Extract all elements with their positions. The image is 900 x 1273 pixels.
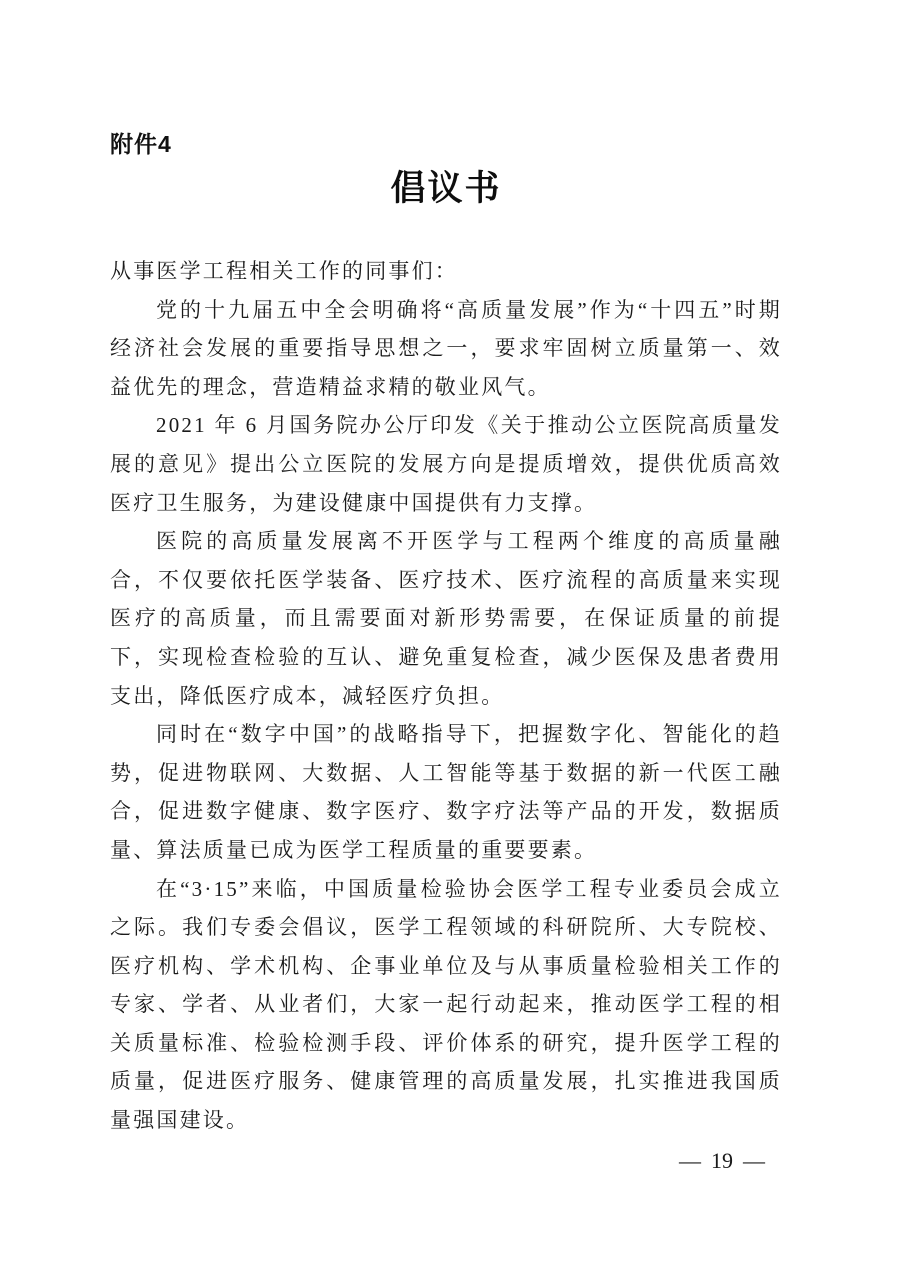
body-paragraph: 在“3·15”来临，中国质量检验协会医学工程专业委员会成立之际。我们专委会倡议，医学工程领域的科研院所、大专院校、医疗机构、学术机构、企事业单位及与从事质量检验相关工作的专家、学者、从业者们，大家一起行动起来，推动医学工程的相关质量标准、检验检测手段、评价体系的研究，提升医学工程的质量，促进医疗服务、健康管理的高质量发展，扎实推进我国质量强国建设。: [110, 876, 782, 1133]
footer-page-number: 19: [711, 1148, 733, 1173]
page-number-footer: [679, 1148, 765, 1174]
body-paragraph: 党的十九届五中全会明确将“高质量发展”作为“十四五”时期经济社会发展的重要指导思想之一，要求牢固树立质量第一、效益优先的理念，营造精益求精的敬业风气。: [110, 297, 782, 399]
attachment-label: 附件4: [110, 131, 172, 157]
footer-left-dash: —: [679, 1148, 701, 1173]
salutation-line: 从事医学工程相关工作的同事们：: [110, 259, 458, 283]
document-body: [110, 252, 782, 1140]
body-paragraph: 同时在“数字中国”的战略指导下，把握数字化、智能化的趋势，促进物联网、大数据、人工智能等基于数据的新一代医工融合，促进数字健康、数字医疗、数字疗法等产品的开发，数据质量、算法质量已成为医学工程质量的重要要素。: [110, 722, 782, 862]
body-paragraph: 2021 年 6 月国务院办公厅印发《关于推动公立医院高质量发展的意见》提出公立医院的发展方向是提质增效，提供优质高效医疗卫生服务，为建设健康中国提供有力支撑。: [110, 413, 782, 515]
body-paragraph: 医院的高质量发展离不开医学与工程两个维度的高质量融合，不仅要依托医学装备、医疗技术、医疗流程的高质量来实现医疗的高质量，而且需要面对新形势需要，在保证质量的前提下，实现检查检验的互认、避免重复检查，减少医保及患者费用支出，降低医疗成本，减轻医疗负担。: [110, 529, 782, 708]
footer-right-dash: —: [743, 1148, 765, 1173]
document-title: 倡议书: [390, 169, 502, 208]
